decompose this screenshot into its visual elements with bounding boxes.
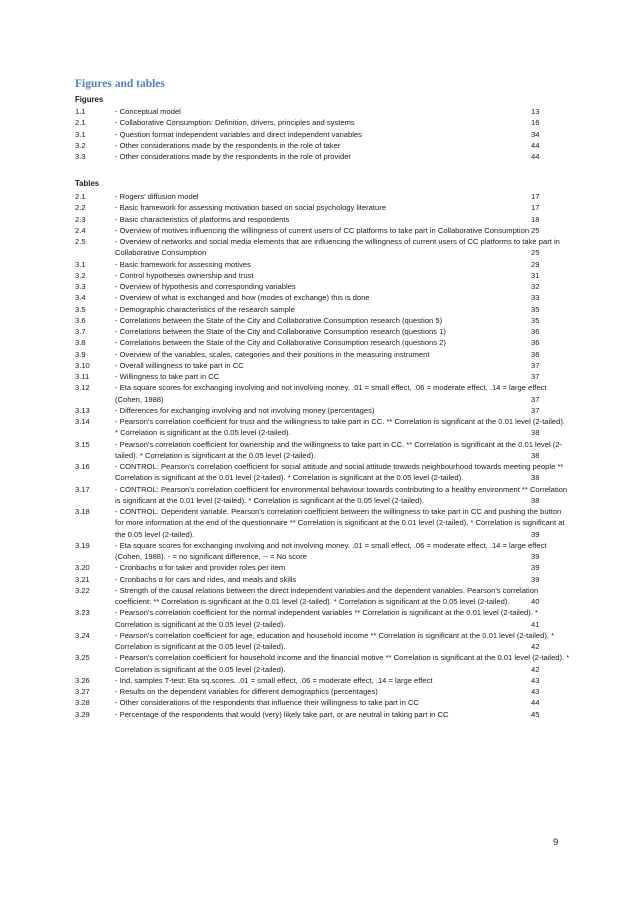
- entry-number: 3.8: [75, 338, 86, 348]
- entry-number: 3.18: [75, 507, 90, 516]
- entry-number: 3.1: [75, 129, 86, 139]
- entry-description: - Overall willingness to take part in CC: [115, 360, 244, 370]
- toc-entry: [75, 405, 570, 416]
- entry-description: - Basic characteristics of platforms and respondents: [115, 214, 290, 224]
- entry-description: - Basic framework for assessing motives: [115, 259, 251, 269]
- entry-description: - Willingness to take part in CC: [115, 372, 220, 381]
- entry-number: 3.3: [75, 152, 86, 161]
- entry-page: 17: [531, 203, 540, 213]
- entry-description: - Question format independent variables and direct independent variables: [115, 129, 362, 139]
- entry-page: 16: [531, 118, 540, 128]
- toc-entry: [75, 129, 570, 140]
- entry-description: - Other considerations made by the respondents in the role of provider: [115, 152, 351, 161]
- tables-label: Tables: [75, 179, 100, 188]
- entry-page: 44: [531, 698, 540, 708]
- toc-entry: [75, 439, 570, 462]
- entry-number: 3.25: [75, 653, 90, 663]
- entry-number: 3.19: [75, 540, 90, 550]
- entry-number: 3.26: [75, 675, 90, 685]
- entry-number: 3.2: [75, 270, 86, 280]
- entry-description: - Percentage of the respondents that would (very) likely take part, or are neutral in taking part in CC: [115, 709, 449, 719]
- entry-description: - Basic framework for assessing motivation based on social psychology literature: [115, 203, 386, 213]
- toc-entry: [75, 259, 570, 270]
- entry-number: 2.3: [75, 214, 86, 224]
- entry-page: 44: [531, 140, 540, 150]
- entry-description: - CONTROL: Pearson's correlation coefficient for social attitude and social attitude towards neighbourhood towards meeting people ** Correlation is significant at the 0.01 level (2-tailed). * Correlation is significant at the 0.05 level (2-tailed).: [115, 462, 564, 483]
- entry-page: 43: [531, 675, 540, 685]
- toc-entry: [75, 117, 570, 128]
- toc-entry: [75, 315, 570, 326]
- toc-entry: [75, 585, 570, 608]
- toc-entry: [75, 140, 570, 151]
- toc-entry: [75, 304, 570, 315]
- entry-page: 37: [531, 405, 540, 415]
- entry-description: - Differences for exchanging involving and not involving money (percentages): [115, 405, 375, 415]
- toc-entry: [75, 225, 570, 236]
- toc-entry: [75, 416, 570, 439]
- entry-number: 3.7: [75, 327, 86, 336]
- entry-number: 3.17: [75, 484, 90, 494]
- entry-description: - Strength of the causal relations between the direct independent variables and the dependent variables. Pearson's correlation coefficient: ** Correlation is significant at the 0.01 level (2-tailed). * Correlation is significant at the 0.05 level (2-tailed).: [115, 585, 539, 606]
- entry-description: - Control hypotheses ownership and trust: [115, 270, 254, 280]
- entry-number: 3.29: [75, 709, 90, 719]
- entry-page: 36: [531, 349, 540, 359]
- figures-list: [75, 106, 570, 162]
- entry-number: 3.10: [75, 360, 90, 370]
- toc-entry: [75, 326, 570, 337]
- entry-page: 36: [531, 338, 540, 348]
- entry-page: 32: [531, 282, 540, 291]
- toc-entry: [75, 292, 570, 303]
- page-title: Figures and tables: [75, 78, 165, 90]
- entry-number: 3.27: [75, 687, 90, 696]
- entry-description: - Overview of hypothesis and corresponding variables: [115, 282, 296, 291]
- toc-entry: [75, 574, 570, 585]
- entry-description: - Eta square scores for exchanging involving and not involving money. .01 = small effect, .06 = moderate effect, .14 = large effect (Cohen, 1988): [115, 383, 547, 404]
- entry-number: 3.13: [75, 405, 90, 415]
- entry-description: - Overview of networks and social media elements that are influencing the willingness of current users of CC platforms to take part in Collaborative Consumption: [115, 237, 560, 258]
- toc-entry: [75, 281, 570, 292]
- entry-page: 17: [531, 192, 540, 201]
- entry-description: - Pearson's correlation coefficient for ownership and the willingness to take part in CC. ** Correlation is significant at the 0.01 level (2-tailed). * Correlation is significant at the 0.05 level (2-tailed).: [115, 439, 563, 460]
- toc-entry: [75, 652, 570, 675]
- entry-number: 3.12: [75, 383, 90, 393]
- entry-description: - Pearson's correlation coefficient for household income and the financial motive ** Correlation is significant at the 0.01 level (2-tailed). * Correlation is significant at the 0.05 level (2-tailed).: [115, 653, 570, 674]
- toc-entry: [75, 675, 570, 686]
- entry-description: - CONTROL: Dependent variable. Pearson's correlation coefficient between the willingness to take part in CC and pushing the button for more information at the end of the questionnaire ** Correlation is significant at the 0.01 level (2-tailed). * Correlation is significant at the 0.05 level (2-tailed).: [115, 507, 565, 539]
- entry-number: 3.1: [75, 259, 86, 269]
- entry-number: 3.2: [75, 140, 86, 150]
- toc-entry: [75, 484, 570, 507]
- entry-page: 38: [531, 473, 540, 483]
- toc-entry: [75, 106, 570, 117]
- entry-number: 2.4: [75, 225, 86, 235]
- toc-entry: [75, 337, 570, 348]
- entry-page: 29: [531, 259, 540, 269]
- entry-description: - Correlations between the State of the City and Collaborative Consumption research (questions 1): [115, 327, 446, 336]
- entry-page: 34: [531, 129, 540, 139]
- entry-page: 39: [531, 574, 540, 584]
- entry-page: 35: [531, 304, 540, 314]
- entry-page: 36: [531, 327, 540, 336]
- entry-number: 3.23: [75, 608, 90, 618]
- entry-page: 37: [531, 394, 540, 404]
- toc-entry: [75, 607, 570, 630]
- page-number: 9: [553, 837, 559, 848]
- entry-page: 38: [531, 495, 540, 505]
- entry-page: 42: [531, 664, 540, 674]
- toc-entry: [75, 191, 570, 202]
- entry-page: 45: [531, 709, 540, 719]
- entry-page: 40: [531, 597, 540, 606]
- entry-page: 37: [531, 372, 540, 381]
- entry-page: 38: [531, 428, 540, 438]
- entry-description: - Pearson's correlation coefficient for the normal independent variables ** Correlation is significant at the 0.01 level (2-tailed). * Correlation is significant at the 0.05 level (2-tailed).: [115, 608, 538, 629]
- entry-number: 3.16: [75, 462, 90, 471]
- toc-entry: [75, 202, 570, 213]
- entry-page: 37: [531, 360, 540, 370]
- entry-page: 33: [531, 293, 540, 303]
- entry-description: - Ind. samples T-test: Eta sq.scores. .01 = small effect, .06 = moderate effect, .14 = large effect: [115, 675, 433, 685]
- entry-number: 3.11: [75, 372, 90, 381]
- entry-number: 3.4: [75, 293, 86, 303]
- toc-entry: [75, 236, 570, 259]
- entry-page: 35: [531, 315, 540, 325]
- toc-entry: [75, 461, 570, 484]
- entry-description: - Other considerations made by the respondents in the role of taker: [115, 140, 341, 150]
- entry-description: - Overview of the variables, scales, categories and their positions in the measuring instrument: [115, 349, 430, 359]
- entry-description: - Correlations between the State of the City and Collaborative Consumption research (question 5): [115, 315, 443, 325]
- entry-number: 2.5: [75, 237, 86, 246]
- toc-entry: [75, 270, 570, 281]
- entry-number: 3.28: [75, 698, 90, 708]
- entry-page: 39: [531, 552, 540, 561]
- entry-description: - Correlations between the State of the City and Collaborative Consumption research (questions 2): [115, 338, 446, 348]
- toc-entry: [75, 349, 570, 360]
- entry-description: - Overview of what is exchanged and how (modes of exchange) this is done: [115, 293, 370, 303]
- toc-entry: [75, 562, 570, 573]
- toc-entry: [75, 709, 570, 720]
- entry-number: 3.14: [75, 417, 90, 426]
- entry-description: - Conceptual model: [115, 107, 181, 116]
- entry-number: 3.22: [75, 585, 90, 595]
- toc-entry: [75, 371, 570, 382]
- entry-page: 31: [531, 270, 540, 280]
- entry-page: 43: [531, 687, 540, 696]
- entry-number: 3.6: [75, 315, 86, 325]
- entry-number: 3.15: [75, 439, 90, 449]
- entry-number: 3.21: [75, 574, 90, 584]
- entry-description: - Demographic characteristics of the research sample: [115, 304, 295, 314]
- entry-description: - Cronbachs α for taker and provider roles per item: [115, 563, 286, 573]
- entry-number: 3.3: [75, 282, 86, 291]
- tables-list: [75, 191, 570, 720]
- entry-number: 3.5: [75, 304, 86, 314]
- entry-description: - Pearson's correlation coefficient for trust and the willingness to take part in CC. ** Correlation is significant at the 0.01 level (2-tailed). * Correlation is significant at the 0.05 level (2-tailed).: [115, 417, 565, 438]
- entry-page: 25: [531, 225, 540, 235]
- toc-entry: [75, 540, 570, 563]
- entry-number: 2.1: [75, 192, 86, 201]
- toc-entry: [75, 360, 570, 371]
- entry-description: - Overview of motives influencing the willingness of current users of CC platforms to take part in Collaborative Consumption: [115, 225, 530, 235]
- entry-description: - Pearson's correlation coefficient for age, education and household income ** Correlation is significant at the 0.01 level (2-tailed). * Correlation is significant at the 0.05 level (2-tailed).: [115, 630, 555, 651]
- entry-description: - Cronbachs α for cars and rides, and meals and skills: [115, 574, 297, 584]
- entry-number: 3.9: [75, 349, 86, 359]
- entry-page: 18: [531, 214, 540, 224]
- entry-number: 3.24: [75, 630, 90, 640]
- entry-page: 39: [531, 529, 540, 539]
- toc-entry: [75, 214, 570, 225]
- entry-page: 13: [531, 107, 540, 116]
- entry-description: - Other considerations of the respondents that influence their willingness to take part in CC: [115, 698, 419, 708]
- toc-entry: [75, 151, 570, 162]
- toc-entry: [75, 697, 570, 708]
- toc-entry: [75, 686, 570, 697]
- entry-page: 25: [531, 248, 540, 258]
- entry-description: - CONTROL: Pearson's correlation coefficient for environmental behaviour towards contributing to a healthy environment ** Correlation is significant at the 0.01 level (2-tailed). * Correlation is significant at the 0.05 level (2-tailed).: [115, 484, 568, 505]
- entry-number: 2.2: [75, 203, 86, 213]
- toc-entry: [75, 382, 570, 405]
- entry-description: - Results on the dependent variables for different demographics (percentages): [115, 687, 378, 696]
- entry-page: 44: [531, 152, 540, 161]
- entry-page: 42: [531, 642, 540, 651]
- entry-page: 38: [531, 450, 540, 460]
- figures-label: Figures: [75, 95, 104, 104]
- toc-entry: [75, 506, 570, 540]
- entry-page: 41: [531, 619, 540, 629]
- entry-number: 3.20: [75, 563, 90, 573]
- entry-page: 39: [531, 563, 540, 573]
- entry-description: - Collaborative Consumption: Definition, drivers, principles and systems: [115, 118, 355, 128]
- entry-description: - Rogers' diffusion model: [115, 192, 199, 201]
- entry-number: 2.1: [75, 118, 86, 128]
- entry-description: - Eta square scores for exchanging involving and not involving money. .01 = small effect, .06 = moderate effect, .14 = large effect (Cohen, 1988). - = no significant difference, -- = No score: [115, 540, 547, 561]
- toc-entry: [75, 630, 570, 653]
- entry-number: 1.1: [75, 107, 86, 116]
